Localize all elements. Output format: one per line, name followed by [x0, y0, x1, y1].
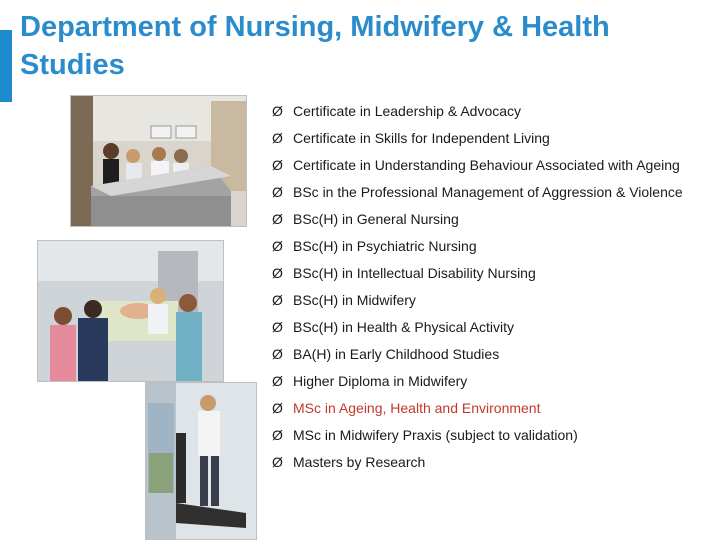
nursing-station-photo: [70, 95, 247, 227]
arrow-bullet-icon: Ø: [272, 130, 283, 146]
treadmill-photo: [145, 382, 257, 540]
arrow-bullet-icon: Ø: [272, 319, 283, 335]
arrow-bullet-icon: Ø: [272, 157, 283, 173]
arrow-bullet-icon: Ø: [272, 373, 283, 389]
course-item: Ø BSc in the Professional Management of Aggression & Violence: [272, 181, 702, 203]
course-item: Ø MSc in Midwifery Praxis (subject to validation): [272, 424, 702, 446]
accent-bar: [0, 30, 12, 102]
arrow-bullet-icon: Ø: [272, 211, 283, 227]
arrow-bullet-icon: Ø: [272, 400, 283, 416]
course-list: [272, 100, 702, 473]
arrow-bullet-icon: Ø: [272, 103, 283, 119]
course-item: Ø BA(H) in Early Childhood Studies: [272, 343, 702, 365]
slide-title: Department of Nursing, Midwifery & Health Studies: [20, 11, 610, 81]
course-item: Ø BSc(H) in Midwifery: [272, 289, 702, 311]
arrow-bullet-icon: Ø: [272, 238, 283, 254]
course-item: Ø Higher Diploma in Midwifery: [272, 370, 702, 392]
course-item: Ø BSc(H) in General Nursing: [272, 208, 702, 230]
course-item-highlighted: Ø MSc in Ageing, Health and Environment: [272, 397, 702, 419]
course-item: Ø BSc(H) in Psychiatric Nursing: [272, 235, 702, 257]
course-item: Ø Certificate in Leadership & Advocacy: [272, 100, 702, 122]
course-item: Ø BSc(H) in Intellectual Disability Nursing: [272, 262, 702, 284]
arrow-bullet-icon: Ø: [272, 454, 283, 470]
arrow-bullet-icon: Ø: [272, 184, 283, 200]
arrow-bullet-icon: Ø: [272, 292, 283, 308]
course-item: Ø BSc(H) in Health & Physical Activity: [272, 316, 702, 338]
arrow-bullet-icon: Ø: [272, 346, 283, 362]
arrow-bullet-icon: Ø: [272, 265, 283, 281]
arrow-bullet-icon: Ø: [272, 427, 283, 443]
course-item: Ø Certificate in Understanding Behaviour Associated with Ageing: [272, 154, 702, 176]
course-item: Ø Masters by Research: [272, 451, 702, 473]
course-item: Ø Certificate in Skills for Independent Living: [272, 127, 702, 149]
ward-training-photo: [37, 240, 224, 382]
